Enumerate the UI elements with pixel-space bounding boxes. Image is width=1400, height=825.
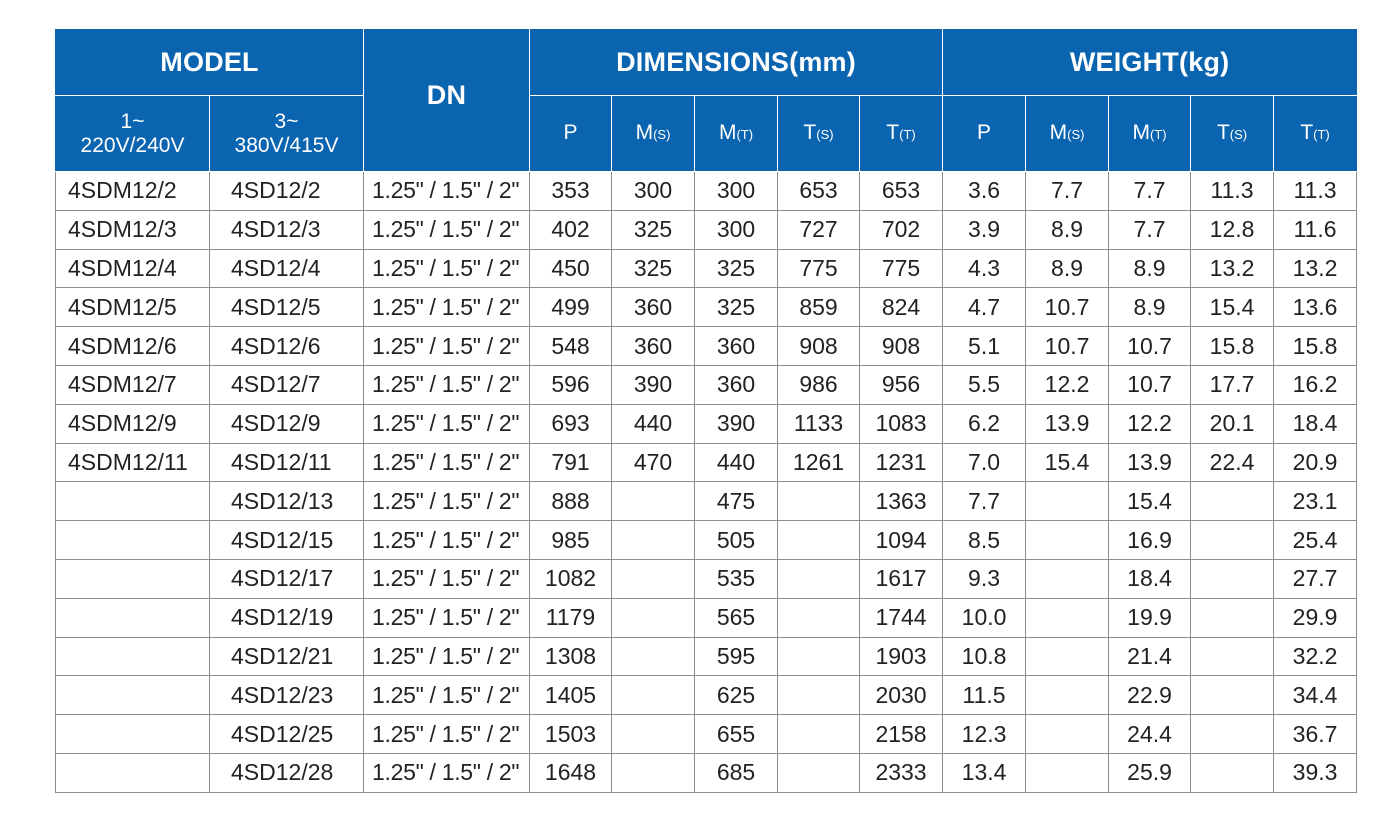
dim-mt-cell: 360 xyxy=(695,365,778,404)
table-row xyxy=(56,210,1357,249)
dim-p-cell: 450 xyxy=(530,249,612,288)
dim-mt-cell: 440 xyxy=(695,443,778,482)
dim-col-header: M(T) xyxy=(695,96,778,172)
weight-mt-cell: 21.4 xyxy=(1109,637,1191,676)
dim-tt-cell: 702 xyxy=(860,210,943,249)
weight-mt-cell: 13.9 xyxy=(1109,443,1191,482)
dim-ms-cell xyxy=(612,559,695,598)
dn-header: DN xyxy=(364,30,530,172)
weight-mt-cell: 15.4 xyxy=(1109,482,1191,521)
weight-ms-cell: 12.2 xyxy=(1026,365,1109,404)
weight-tt-cell: 27.7 xyxy=(1274,559,1357,598)
table-body xyxy=(56,172,1357,793)
dim-ts-cell xyxy=(778,676,860,715)
dim-ms-cell xyxy=(612,676,695,715)
dim-mt-cell: 360 xyxy=(695,327,778,366)
dim-p-cell: 1179 xyxy=(530,598,612,637)
weight-mt-cell: 24.4 xyxy=(1109,715,1191,754)
dim-ms-cell xyxy=(612,598,695,637)
dim-p-cell: 1308 xyxy=(530,637,612,676)
weight-tt-cell: 11.6 xyxy=(1274,210,1357,249)
weight-ms-cell xyxy=(1026,637,1109,676)
table-row xyxy=(56,637,1357,676)
model-1ph-cell xyxy=(56,521,210,560)
dimensions-header: DIMENSIONS(mm) xyxy=(530,30,943,96)
weight-p-cell: 7.7 xyxy=(943,482,1026,521)
dim-ms-cell: 360 xyxy=(612,327,695,366)
model-1ph-cell: 4SDM12/4 xyxy=(56,249,210,288)
dn-cell: 1.25" / 1.5" / 2" xyxy=(364,676,530,715)
weight-col-header: M(S) xyxy=(1026,96,1109,172)
dim-ts-cell: 859 xyxy=(778,288,860,327)
weight-ts-cell: 15.8 xyxy=(1191,327,1274,366)
dim-p-cell: 1503 xyxy=(530,715,612,754)
dim-tt-cell: 1617 xyxy=(860,559,943,598)
weight-ts-cell xyxy=(1191,676,1274,715)
model-1ph-cell: 4SDM12/7 xyxy=(56,365,210,404)
dn-cell: 1.25" / 1.5" / 2" xyxy=(364,404,530,443)
dim-mt-cell: 595 xyxy=(695,637,778,676)
weight-ts-cell: 15.4 xyxy=(1191,288,1274,327)
weight-p-cell: 6.2 xyxy=(943,404,1026,443)
weight-ts-cell xyxy=(1191,598,1274,637)
model-header: MODEL xyxy=(56,30,364,96)
dn-cell: 1.25" / 1.5" / 2" xyxy=(364,288,530,327)
weight-col-header: T(T) xyxy=(1274,96,1357,172)
model-1ph-cell: 4SDM12/9 xyxy=(56,404,210,443)
weight-ms-cell xyxy=(1026,559,1109,598)
dn-cell: 1.25" / 1.5" / 2" xyxy=(364,249,530,288)
dim-ts-cell: 1261 xyxy=(778,443,860,482)
weight-ms-cell xyxy=(1026,598,1109,637)
single-phase-symbol: 1~ xyxy=(120,109,145,133)
model-3ph-cell: 4SD12/5 xyxy=(210,288,364,327)
three-phase-voltage: 380V/415V xyxy=(234,133,339,157)
dim-ms-cell xyxy=(612,521,695,560)
weight-ts-cell xyxy=(1191,482,1274,521)
dn-cell: 1.25" / 1.5" / 2" xyxy=(364,482,530,521)
weight-tt-cell: 39.3 xyxy=(1274,753,1357,792)
dim-p-cell: 1405 xyxy=(530,676,612,715)
dn-cell: 1.25" / 1.5" / 2" xyxy=(364,365,530,404)
table-row xyxy=(56,288,1357,327)
dim-tt-cell: 1094 xyxy=(860,521,943,560)
dim-ts-cell xyxy=(778,753,860,792)
weight-p-cell: 12.3 xyxy=(943,715,1026,754)
header-row-groups xyxy=(56,30,1357,96)
dn-cell: 1.25" / 1.5" / 2" xyxy=(364,715,530,754)
dim-mt-cell: 505 xyxy=(695,521,778,560)
dim-col-header: M(S) xyxy=(612,96,695,172)
dim-mt-cell: 325 xyxy=(695,249,778,288)
dim-mt-cell: 565 xyxy=(695,598,778,637)
weight-ms-cell xyxy=(1026,753,1109,792)
weight-ms-cell xyxy=(1026,715,1109,754)
dim-ts-cell: 908 xyxy=(778,327,860,366)
weight-p-cell: 13.4 xyxy=(943,753,1026,792)
dim-mt-cell: 300 xyxy=(695,210,778,249)
dim-tt-cell: 2333 xyxy=(860,753,943,792)
weight-ts-cell xyxy=(1191,521,1274,560)
dim-p-cell: 985 xyxy=(530,521,612,560)
model-3ph-cell: 4SD12/25 xyxy=(210,715,364,754)
weight-p-cell: 8.5 xyxy=(943,521,1026,560)
header-row-columns xyxy=(56,96,1357,172)
dim-mt-cell: 535 xyxy=(695,559,778,598)
model-1ph-cell xyxy=(56,715,210,754)
weight-mt-cell: 8.9 xyxy=(1109,288,1191,327)
dim-mt-cell: 655 xyxy=(695,715,778,754)
dim-ts-cell xyxy=(778,598,860,637)
model-1ph-cell xyxy=(56,753,210,792)
model-3ph-cell: 4SD12/15 xyxy=(210,521,364,560)
dn-cell: 1.25" / 1.5" / 2" xyxy=(364,172,530,211)
dim-ms-cell: 390 xyxy=(612,365,695,404)
table-row xyxy=(56,443,1357,482)
dim-tt-cell: 908 xyxy=(860,327,943,366)
weight-ts-cell: 22.4 xyxy=(1191,443,1274,482)
dim-mt-cell: 475 xyxy=(695,482,778,521)
dim-ts-cell xyxy=(778,715,860,754)
dim-col-header: T(T) xyxy=(860,96,943,172)
model-3ph-cell: 4SD12/6 xyxy=(210,327,364,366)
weight-mt-cell: 18.4 xyxy=(1109,559,1191,598)
dim-col-header: T(S) xyxy=(778,96,860,172)
dn-cell: 1.25" / 1.5" / 2" xyxy=(364,521,530,560)
table-row xyxy=(56,327,1357,366)
dn-cell: 1.25" / 1.5" / 2" xyxy=(364,327,530,366)
spec-table xyxy=(55,29,1357,793)
weight-tt-cell: 29.9 xyxy=(1274,598,1357,637)
single-phase-header xyxy=(56,96,210,172)
model-3ph-cell: 4SD12/23 xyxy=(210,676,364,715)
dim-ts-cell: 1133 xyxy=(778,404,860,443)
weight-ms-cell: 15.4 xyxy=(1026,443,1109,482)
weight-ts-cell: 17.7 xyxy=(1191,365,1274,404)
model-3ph-cell: 4SD12/7 xyxy=(210,365,364,404)
weight-tt-cell: 13.6 xyxy=(1274,288,1357,327)
weight-p-cell: 3.9 xyxy=(943,210,1026,249)
weight-p-cell: 5.5 xyxy=(943,365,1026,404)
weight-mt-cell: 7.7 xyxy=(1109,172,1191,211)
weight-p-cell: 9.3 xyxy=(943,559,1026,598)
dim-ms-cell: 360 xyxy=(612,288,695,327)
three-phase-header xyxy=(210,96,364,172)
dim-ms-cell: 440 xyxy=(612,404,695,443)
dim-ts-cell xyxy=(778,521,860,560)
weight-p-cell: 7.0 xyxy=(943,443,1026,482)
dim-ts-cell: 653 xyxy=(778,172,860,211)
dn-cell: 1.25" / 1.5" / 2" xyxy=(364,443,530,482)
weight-tt-cell: 20.9 xyxy=(1274,443,1357,482)
model-1ph-cell: 4SDM12/3 xyxy=(56,210,210,249)
table-row xyxy=(56,559,1357,598)
dim-tt-cell: 2030 xyxy=(860,676,943,715)
single-phase-voltage: 220V/240V xyxy=(80,133,185,157)
dim-p-cell: 888 xyxy=(530,482,612,521)
weight-p-cell: 11.5 xyxy=(943,676,1026,715)
model-1ph-cell xyxy=(56,482,210,521)
weight-tt-cell: 36.7 xyxy=(1274,715,1357,754)
dim-p-cell: 499 xyxy=(530,288,612,327)
dim-p-cell: 693 xyxy=(530,404,612,443)
model-3ph-cell: 4SD12/19 xyxy=(210,598,364,637)
dim-ts-cell: 775 xyxy=(778,249,860,288)
dim-mt-cell: 685 xyxy=(695,753,778,792)
dim-tt-cell: 653 xyxy=(860,172,943,211)
weight-p-cell: 4.7 xyxy=(943,288,1026,327)
dim-ms-cell xyxy=(612,637,695,676)
table-row xyxy=(56,172,1357,211)
weight-mt-cell: 10.7 xyxy=(1109,327,1191,366)
dim-mt-cell: 300 xyxy=(695,172,778,211)
dim-tt-cell: 1363 xyxy=(860,482,943,521)
weight-ms-cell: 13.9 xyxy=(1026,404,1109,443)
dim-ts-cell xyxy=(778,559,860,598)
dn-cell: 1.25" / 1.5" / 2" xyxy=(364,559,530,598)
dim-ts-cell xyxy=(778,482,860,521)
dn-cell: 1.25" / 1.5" / 2" xyxy=(364,637,530,676)
model-3ph-cell: 4SD12/4 xyxy=(210,249,364,288)
dim-tt-cell: 1231 xyxy=(860,443,943,482)
weight-col-header: T(S) xyxy=(1191,96,1274,172)
dim-p-cell: 1082 xyxy=(530,559,612,598)
dim-tt-cell: 956 xyxy=(860,365,943,404)
weight-p-cell: 4.3 xyxy=(943,249,1026,288)
weight-mt-cell: 22.9 xyxy=(1109,676,1191,715)
dim-ms-cell: 325 xyxy=(612,249,695,288)
model-3ph-cell: 4SD12/3 xyxy=(210,210,364,249)
weight-col-header: M(T) xyxy=(1109,96,1191,172)
model-1ph-cell xyxy=(56,598,210,637)
dim-col-header: P xyxy=(530,96,612,172)
weight-ms-cell xyxy=(1026,676,1109,715)
weight-ms-cell: 10.7 xyxy=(1026,327,1109,366)
three-phase-symbol: 3~ xyxy=(274,109,299,133)
weight-ms-cell: 8.9 xyxy=(1026,210,1109,249)
weight-ms-cell xyxy=(1026,521,1109,560)
weight-mt-cell: 16.9 xyxy=(1109,521,1191,560)
dim-p-cell: 402 xyxy=(530,210,612,249)
dim-mt-cell: 625 xyxy=(695,676,778,715)
table-row xyxy=(56,676,1357,715)
dim-ts-cell xyxy=(778,637,860,676)
table-row xyxy=(56,404,1357,443)
weight-p-cell: 5.1 xyxy=(943,327,1026,366)
weight-ts-cell xyxy=(1191,753,1274,792)
model-3ph-cell: 4SD12/9 xyxy=(210,404,364,443)
model-3ph-cell: 4SD12/2 xyxy=(210,172,364,211)
model-1ph-cell: 4SDM12/11 xyxy=(56,443,210,482)
table-row xyxy=(56,521,1357,560)
weight-ts-cell: 20.1 xyxy=(1191,404,1274,443)
weight-tt-cell: 13.2 xyxy=(1274,249,1357,288)
model-3ph-cell: 4SD12/17 xyxy=(210,559,364,598)
weight-ts-cell: 11.3 xyxy=(1191,172,1274,211)
dim-mt-cell: 325 xyxy=(695,288,778,327)
weight-tt-cell: 18.4 xyxy=(1274,404,1357,443)
model-1ph-cell xyxy=(56,559,210,598)
weight-tt-cell: 32.2 xyxy=(1274,637,1357,676)
weight-mt-cell: 7.7 xyxy=(1109,210,1191,249)
dim-tt-cell: 1083 xyxy=(860,404,943,443)
table-row xyxy=(56,598,1357,637)
weight-ts-cell xyxy=(1191,637,1274,676)
model-3ph-cell: 4SD12/11 xyxy=(210,443,364,482)
weight-ts-cell: 13.2 xyxy=(1191,249,1274,288)
weight-mt-cell: 12.2 xyxy=(1109,404,1191,443)
dim-ts-cell: 986 xyxy=(778,365,860,404)
dim-tt-cell: 1744 xyxy=(860,598,943,637)
table-row xyxy=(56,365,1357,404)
dn-cell: 1.25" / 1.5" / 2" xyxy=(364,210,530,249)
dim-tt-cell: 824 xyxy=(860,288,943,327)
weight-tt-cell: 16.2 xyxy=(1274,365,1357,404)
dim-ms-cell: 325 xyxy=(612,210,695,249)
dim-ms-cell xyxy=(612,715,695,754)
table-row xyxy=(56,482,1357,521)
weight-p-cell: 10.0 xyxy=(943,598,1026,637)
weight-mt-cell: 19.9 xyxy=(1109,598,1191,637)
weight-ts-cell: 12.8 xyxy=(1191,210,1274,249)
weight-mt-cell: 10.7 xyxy=(1109,365,1191,404)
model-1ph-cell: 4SDM12/2 xyxy=(56,172,210,211)
weight-ms-cell: 7.7 xyxy=(1026,172,1109,211)
dim-mt-cell: 390 xyxy=(695,404,778,443)
dim-p-cell: 791 xyxy=(530,443,612,482)
dim-p-cell: 596 xyxy=(530,365,612,404)
weight-header: WEIGHT(kg) xyxy=(943,30,1357,96)
model-3ph-cell: 4SD12/13 xyxy=(210,482,364,521)
weight-tt-cell: 23.1 xyxy=(1274,482,1357,521)
model-1ph-cell: 4SDM12/5 xyxy=(56,288,210,327)
weight-tt-cell: 25.4 xyxy=(1274,521,1357,560)
dn-cell: 1.25" / 1.5" / 2" xyxy=(364,598,530,637)
weight-mt-cell: 8.9 xyxy=(1109,249,1191,288)
model-1ph-cell xyxy=(56,676,210,715)
model-3ph-cell: 4SD12/28 xyxy=(210,753,364,792)
model-1ph-cell xyxy=(56,637,210,676)
weight-tt-cell: 34.4 xyxy=(1274,676,1357,715)
dim-p-cell: 1648 xyxy=(530,753,612,792)
weight-col-header: P xyxy=(943,96,1026,172)
weight-mt-cell: 25.9 xyxy=(1109,753,1191,792)
dim-tt-cell: 1903 xyxy=(860,637,943,676)
dim-tt-cell: 2158 xyxy=(860,715,943,754)
dim-tt-cell: 775 xyxy=(860,249,943,288)
table-row xyxy=(56,249,1357,288)
weight-ts-cell xyxy=(1191,559,1274,598)
weight-ms-cell: 8.9 xyxy=(1026,249,1109,288)
dim-ms-cell xyxy=(612,482,695,521)
weight-tt-cell: 15.8 xyxy=(1274,327,1357,366)
dim-ms-cell: 470 xyxy=(612,443,695,482)
model-1ph-cell: 4SDM12/6 xyxy=(56,327,210,366)
weight-tt-cell: 11.3 xyxy=(1274,172,1357,211)
weight-p-cell: 10.8 xyxy=(943,637,1026,676)
dim-ts-cell: 727 xyxy=(778,210,860,249)
weight-ts-cell xyxy=(1191,715,1274,754)
weight-ms-cell xyxy=(1026,482,1109,521)
weight-p-cell: 3.6 xyxy=(943,172,1026,211)
weight-ms-cell: 10.7 xyxy=(1026,288,1109,327)
dim-p-cell: 548 xyxy=(530,327,612,366)
table-row xyxy=(56,753,1357,792)
dim-ms-cell: 300 xyxy=(612,172,695,211)
dim-ms-cell xyxy=(612,753,695,792)
dn-cell: 1.25" / 1.5" / 2" xyxy=(364,753,530,792)
dim-p-cell: 353 xyxy=(530,172,612,211)
model-3ph-cell: 4SD12/21 xyxy=(210,637,364,676)
table-row xyxy=(56,715,1357,754)
